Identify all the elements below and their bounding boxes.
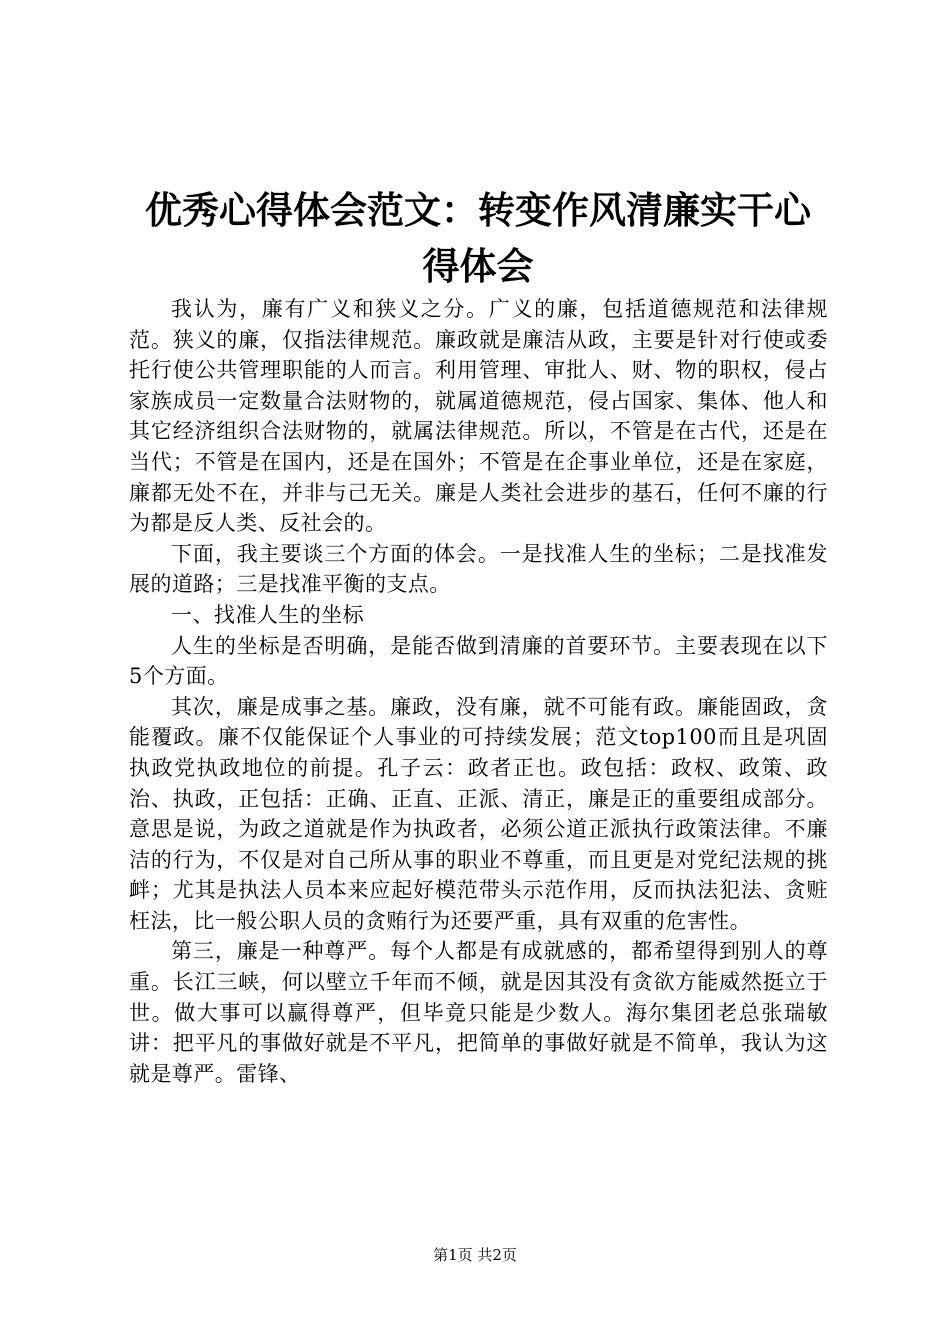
paragraph-overview: 下面，我主要谈三个方面的体会。一是找准人生的坐标；二是找准发展的道路；三是找准平衡的支点。 — [129, 541, 828, 597]
paragraph-third: 第三，廉是一种尊严。每个人都是有成就感的，都希望得到别人的尊重。长江三峡，何以壁立千年而不倾，就是因其没有贪欲方能威然挺立于世。做大事可以赢得尊严，但毕竟只能是少数人。海尔集团老总张瑞敏讲：把平凡的事做好就是不平凡，把简单的事做好就是不简单，我认为这就是尊严。雷锋、 — [129, 939, 828, 1086]
document-body — [129, 294, 828, 1089]
document-title: 优秀心得体会范文：转变作风清廉实干心得体会 — [145, 188, 811, 288]
page-number-footer: 第1页 共2页 — [433, 1246, 517, 1264]
paragraph-intro: 我认为，廉有广义和狭义之分。广义的廉，包括道德规范和法律规范。狭义的廉，仅指法律规范。廉政就是廉洁从政，主要是针对行使或委托行使公共管理职能的人而言。利用管理、审批人、财、物的职权，侵占家族成员一定数量合法财物的，就属道德规范，侵占国家、集体、他人和其它经济组织合法财物的，就属法律规范。所以，不管是在古代，还是在当代；不管是在国内，还是在国外；不管是在企事业单位，还是在家庭，廉都无处不在，并非与己无关。廉是人类社会进步的基石，任何不廉的行为都是反人类、反社会的。 — [129, 297, 828, 536]
paragraph-coordinate: 人生的坐标是否明确，是能否做到清廉的首要环节。主要表现在以下5个方面。 — [129, 633, 828, 689]
paragraph-second: 其次，廉是成事之基。廉政，没有廉，就不可能有政。廉能固政，贪能覆政。廉不仅能保证个人事业的可持续发展；范文top100而且是巩固执政党执政地位的前提。孔子云：政者正也。政包括：政权、政策、政治、执政，正包括：正确、正直、正派、清正，廉是正的重要组成部分。意思是说，为政之道就是作为执政者，必须公道正派执行政策法律。不廉洁的行为，不仅是对自己所从事的职业不尊重，而且更是对党纪法规的挑衅；尤其是执法人员本来应起好模范带头示范作用，反而执法犯法、贪赃枉法，比一般公职人员的贪贿行为还要严重，具有双重的危害性。 — [129, 694, 828, 933]
section-heading-1: 一、找准人生的坐标 — [171, 602, 365, 627]
